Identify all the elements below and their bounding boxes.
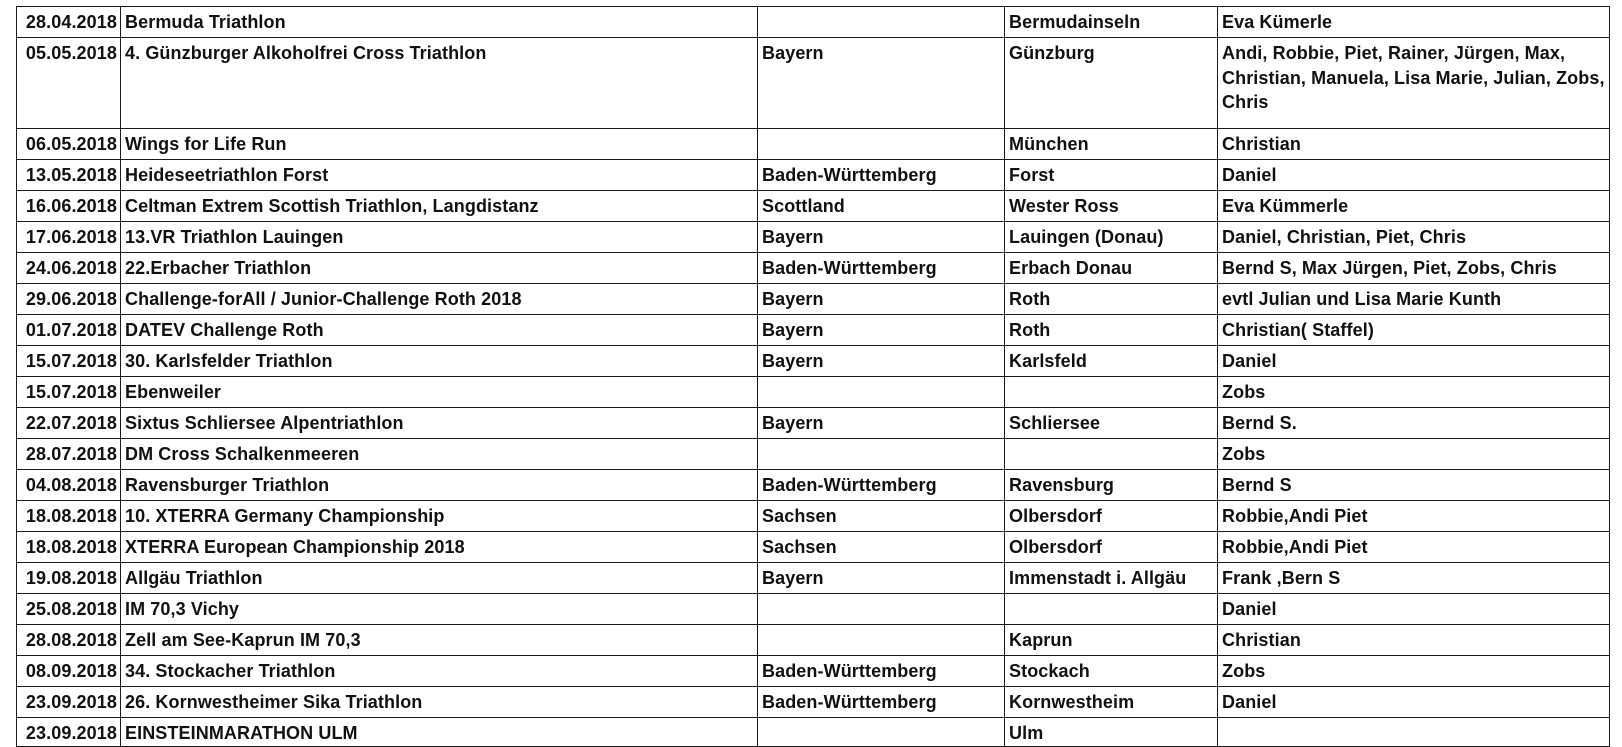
event-name: 26. Kornwestheimer Sika Triathlon — [121, 687, 758, 718]
event-region: Bayern — [758, 315, 1005, 346]
event-region: Sachsen — [758, 501, 1005, 532]
event-location: Schliersee — [1005, 408, 1218, 439]
event-name: 34. Stockacher Triathlon — [121, 656, 758, 687]
event-location: Olbersdorf — [1005, 501, 1218, 532]
event-participants: Eva Kümerle — [1218, 7, 1610, 38]
event-date: 28.04.2018 — [17, 7, 121, 38]
table-row — [17, 253, 1610, 284]
event-name: Zell am See-Kaprun IM 70,3 — [121, 625, 758, 656]
event-region: Baden-Württemberg — [758, 687, 1005, 718]
table-row — [17, 408, 1610, 439]
event-participants: Zobs — [1218, 656, 1610, 687]
event-participants: Robbie,Andi Piet — [1218, 501, 1610, 532]
event-region: Bayern — [758, 346, 1005, 377]
event-location: Immenstadt i. Allgäu — [1005, 563, 1218, 594]
event-participants: Eva Kümmerle — [1218, 191, 1610, 222]
event-date: 01.07.2018 — [17, 315, 121, 346]
event-participants: Zobs — [1218, 377, 1610, 408]
event-participants: Zobs — [1218, 439, 1610, 470]
event-location: Lauingen (Donau) — [1005, 222, 1218, 253]
event-participants: Christian — [1218, 129, 1610, 160]
event-date: 15.07.2018 — [17, 377, 121, 408]
event-date: 28.07.2018 — [17, 439, 121, 470]
events-table-body — [17, 7, 1610, 747]
event-region: Bayern — [758, 563, 1005, 594]
event-location: Ulm — [1005, 718, 1218, 747]
event-name: EINSTEINMARATHON ULM — [121, 718, 758, 747]
event-participants: Daniel — [1218, 160, 1610, 191]
event-name: Ravensburger Triathlon — [121, 470, 758, 501]
event-region: Baden-Württemberg — [758, 470, 1005, 501]
event-date: 05.05.2018 — [17, 38, 121, 129]
table-row — [17, 284, 1610, 315]
event-date: 08.09.2018 — [17, 656, 121, 687]
event-date: 04.08.2018 — [17, 470, 121, 501]
event-region — [758, 718, 1005, 747]
event-name: Bermuda Triathlon — [121, 7, 758, 38]
event-participants: Andi, Robbie, Piet, Rainer, Jürgen, Max, Christian, Manuela, Lisa Marie, Julian, Zobs, Chris — [1218, 38, 1610, 129]
event-location: München — [1005, 129, 1218, 160]
event-location: Forst — [1005, 160, 1218, 191]
table-row — [17, 191, 1610, 222]
event-name: Heideseetriathlon Forst — [121, 160, 758, 191]
event-region: Sachsen — [758, 532, 1005, 563]
event-participants: Daniel — [1218, 687, 1610, 718]
table-row — [17, 38, 1610, 129]
event-date: 23.09.2018 — [17, 687, 121, 718]
event-participants: Bernd S, Max Jürgen, Piet, Zobs, Chris — [1218, 253, 1610, 284]
event-name: Celtman Extrem Scottish Triathlon, Langdistanz — [121, 191, 758, 222]
event-location: Roth — [1005, 315, 1218, 346]
event-participants: Christian( Staffel) — [1218, 315, 1610, 346]
event-date: 06.05.2018 — [17, 129, 121, 160]
event-date: 19.08.2018 — [17, 563, 121, 594]
event-location — [1005, 594, 1218, 625]
event-location: Ravensburg — [1005, 470, 1218, 501]
table-row — [17, 470, 1610, 501]
table-row — [17, 718, 1610, 747]
table-row — [17, 594, 1610, 625]
event-region: Bayern — [758, 408, 1005, 439]
events-table — [16, 6, 1610, 747]
event-location: Olbersdorf — [1005, 532, 1218, 563]
event-region — [758, 129, 1005, 160]
event-location: Kaprun — [1005, 625, 1218, 656]
event-region — [758, 625, 1005, 656]
event-name: XTERRA European Championship 2018 — [121, 532, 758, 563]
event-region: Bayern — [758, 222, 1005, 253]
event-region — [758, 439, 1005, 470]
event-name: IM 70,3 Vichy — [121, 594, 758, 625]
table-row — [17, 687, 1610, 718]
event-participants: Christian — [1218, 625, 1610, 656]
event-region: Bayern — [758, 38, 1005, 129]
event-region — [758, 594, 1005, 625]
event-name: DM Cross Schalkenmeeren — [121, 439, 758, 470]
event-name: 22.Erbacher Triathlon — [121, 253, 758, 284]
event-date: 22.07.2018 — [17, 408, 121, 439]
table-row — [17, 377, 1610, 408]
event-participants: Daniel — [1218, 594, 1610, 625]
event-participants: Bernd S. — [1218, 408, 1610, 439]
event-participants: evtl Julian und Lisa Marie Kunth — [1218, 284, 1610, 315]
event-location: Wester Ross — [1005, 191, 1218, 222]
event-region: Scottland — [758, 191, 1005, 222]
event-location — [1005, 377, 1218, 408]
event-participants: Bernd S — [1218, 470, 1610, 501]
event-name: Allgäu Triathlon — [121, 563, 758, 594]
event-participants: Frank ,Bern S — [1218, 563, 1610, 594]
event-name: Wings for Life Run — [121, 129, 758, 160]
event-name: 30. Karlsfelder Triathlon — [121, 346, 758, 377]
event-date: 16.06.2018 — [17, 191, 121, 222]
event-region: Baden-Württemberg — [758, 253, 1005, 284]
table-row — [17, 346, 1610, 377]
event-date: 29.06.2018 — [17, 284, 121, 315]
table-row — [17, 222, 1610, 253]
event-location: Erbach Donau — [1005, 253, 1218, 284]
event-date: 17.06.2018 — [17, 222, 121, 253]
event-date: 18.08.2018 — [17, 532, 121, 563]
event-name: Challenge-forAll / Junior-Challenge Roth 2018 — [121, 284, 758, 315]
event-date: 25.08.2018 — [17, 594, 121, 625]
event-participants: Daniel — [1218, 346, 1610, 377]
event-location: Roth — [1005, 284, 1218, 315]
event-name: Ebenweiler — [121, 377, 758, 408]
event-region — [758, 377, 1005, 408]
table-row — [17, 160, 1610, 191]
event-participants — [1218, 718, 1610, 747]
event-location: Kornwestheim — [1005, 687, 1218, 718]
event-participants: Daniel, Christian, Piet, Chris — [1218, 222, 1610, 253]
event-region: Baden-Württemberg — [758, 160, 1005, 191]
event-location — [1005, 439, 1218, 470]
event-participants: Robbie,Andi Piet — [1218, 532, 1610, 563]
table-row — [17, 656, 1610, 687]
event-name: 13.VR Triathlon Lauingen — [121, 222, 758, 253]
table-row — [17, 563, 1610, 594]
event-name: DATEV Challenge Roth — [121, 315, 758, 346]
event-name: 10. XTERRA Germany Championship — [121, 501, 758, 532]
table-row — [17, 625, 1610, 656]
event-date: 15.07.2018 — [17, 346, 121, 377]
event-location: Stockach — [1005, 656, 1218, 687]
event-date: 23.09.2018 — [17, 718, 121, 747]
event-location: Karlsfeld — [1005, 346, 1218, 377]
event-name: Sixtus Schliersee Alpentriathlon — [121, 408, 758, 439]
table-row — [17, 315, 1610, 346]
table-row — [17, 439, 1610, 470]
table-row — [17, 129, 1610, 160]
table-row — [17, 532, 1610, 563]
event-region: Baden-Württemberg — [758, 656, 1005, 687]
table-row — [17, 7, 1610, 38]
event-date: 13.05.2018 — [17, 160, 121, 191]
event-region — [758, 7, 1005, 38]
event-region: Bayern — [758, 284, 1005, 315]
event-name: 4. Günzburger Alkoholfrei Cross Triathlon — [121, 38, 758, 129]
event-date: 24.06.2018 — [17, 253, 121, 284]
event-date: 18.08.2018 — [17, 501, 121, 532]
table-row — [17, 501, 1610, 532]
event-location: Bermudainseln — [1005, 7, 1218, 38]
event-date: 28.08.2018 — [17, 625, 121, 656]
event-location: Günzburg — [1005, 38, 1218, 129]
